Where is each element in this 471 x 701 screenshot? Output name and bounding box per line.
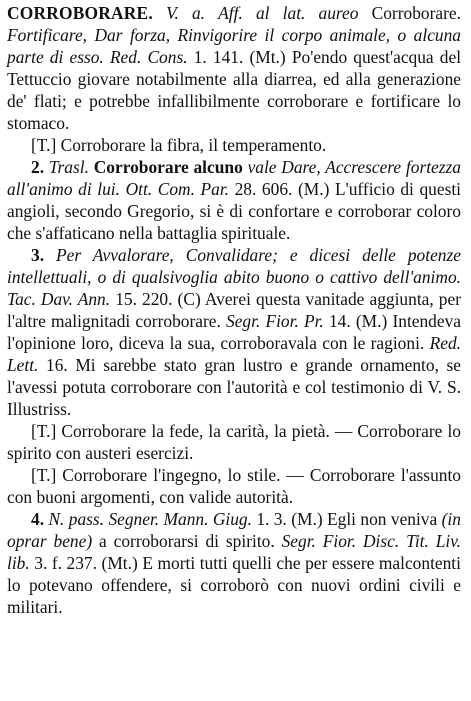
subentry-text: Corroborare la fibra, il temperamento. [60, 135, 327, 155]
citation-source: Segr. Fior. Disc. Tit. Liv. lib. [7, 531, 461, 573]
entry-sub-3b [7, 464, 461, 508]
headword: CORROBORARE. [7, 3, 153, 23]
quotation: Mi sarebbe stato gran lustro e grande ornamento, se l'avessi potuta corroborare con l'autorità e col testimonio di V. S. Illustriss. [7, 355, 461, 419]
etymology-label: Aff. al lat. aureo [218, 3, 359, 23]
quotation: Intendeva l'opinione loro, diceva la sua, corroboravala con le ragioni. [7, 311, 462, 353]
sense-number: 3. [31, 245, 45, 265]
entry-sense-2 [7, 156, 461, 244]
subentry-tag: [T.] [31, 421, 57, 441]
quotation: Egli non veniva [327, 509, 438, 529]
subentry-tag: [T.] [31, 465, 57, 485]
quotation: Po'endo quest'acqua del Tettuccio giovare notabilmente alla diarrea, ed alla generazione de' flati; e potrebbe infallibilmente corroborare e fortificare lo stomaco. [7, 47, 462, 133]
entry-sub-1 [7, 134, 461, 156]
entry-sense-4 [7, 508, 461, 618]
sense-number: 4. [31, 509, 45, 529]
citation-ref: 14. [328, 311, 351, 331]
citation-source: Segr. Fior. Pr. [226, 311, 324, 331]
sense-label: N. pass. [48, 509, 105, 529]
citation-source: Tac. Dav. Ann. [7, 289, 111, 309]
definition: vale Dare, Accrescere fortezza all'animo di lui. [7, 157, 461, 199]
citation-tag: (M.) [297, 179, 330, 199]
citation-tag: (Mt.) [101, 553, 138, 573]
citation-tag: (C) [177, 289, 201, 309]
definition: Fortificare, Dar forza, Rinvigorire il corpo animale, o alcuna parte di esso. [7, 25, 461, 67]
sense-number: 2. [31, 157, 45, 177]
citation-tag: (M.) [355, 311, 388, 331]
citation-ref: 28. 606. [234, 179, 293, 199]
quotation: E morti tutti quelli che per essere malcontenti lo potevano offendere, si corroborò con nuovi ordini civili e militari. [7, 553, 461, 617]
citation-ref: 1. 141. [193, 47, 244, 67]
subentry-text: Corroborare la fede, la carità, la pietà. — Corroborare lo spirito con austeri esercizi. [7, 421, 461, 463]
quotation: a corroborarsi di spirito. [99, 531, 275, 551]
citation-source: Red. Lett. [7, 333, 461, 375]
etymology-lemma: Corroborare. [371, 3, 461, 23]
sense-label: Trasl. [48, 157, 89, 177]
sense-phrase: Corroborare alcuno [93, 157, 243, 177]
citation-source: Segner. Mann. Giug. [108, 509, 252, 529]
subentry-text: Corroborare l'ingegno, lo stile. — Corroborare l'assunto con buoni argomenti, con valide autorità. [7, 465, 461, 507]
citation-tag: (Mt.) [249, 47, 286, 67]
citation-ref: 1. 3. [256, 509, 287, 529]
subentry-tag: [T.] [31, 135, 57, 155]
citation-ref: 3. f. 237. [34, 553, 97, 573]
quotation: L'ufficio di questi angioli, secondo Gregorio, si è di confortare e corroborar coloro che s'affaticano nella battaglia spirituale. [7, 179, 462, 243]
definition: Per Avvalorare, Convalidare; e dicesi delle potenze intellettuali, o di qualsivoglia abito buono o cattivo dell'animo. [7, 245, 461, 287]
citation-ref: 15. 220. [115, 289, 173, 309]
quotation: Averei questa vanitade aggiunta, per l'altre malignitadi corroborare. [7, 289, 462, 331]
citation-ref: 16. [46, 355, 68, 375]
entry-sense-3 [7, 244, 461, 420]
citation-source: Red. Cons. [109, 47, 188, 67]
citation-source: Ott. Com. Par. [125, 179, 230, 199]
entry-sub-3a [7, 420, 461, 464]
citation-tag: (M.) [291, 509, 323, 529]
quotation-gloss: (in oprar bene) [7, 509, 461, 551]
entry-sense-1 [7, 2, 461, 134]
grammar-label: V. a. [166, 3, 205, 23]
